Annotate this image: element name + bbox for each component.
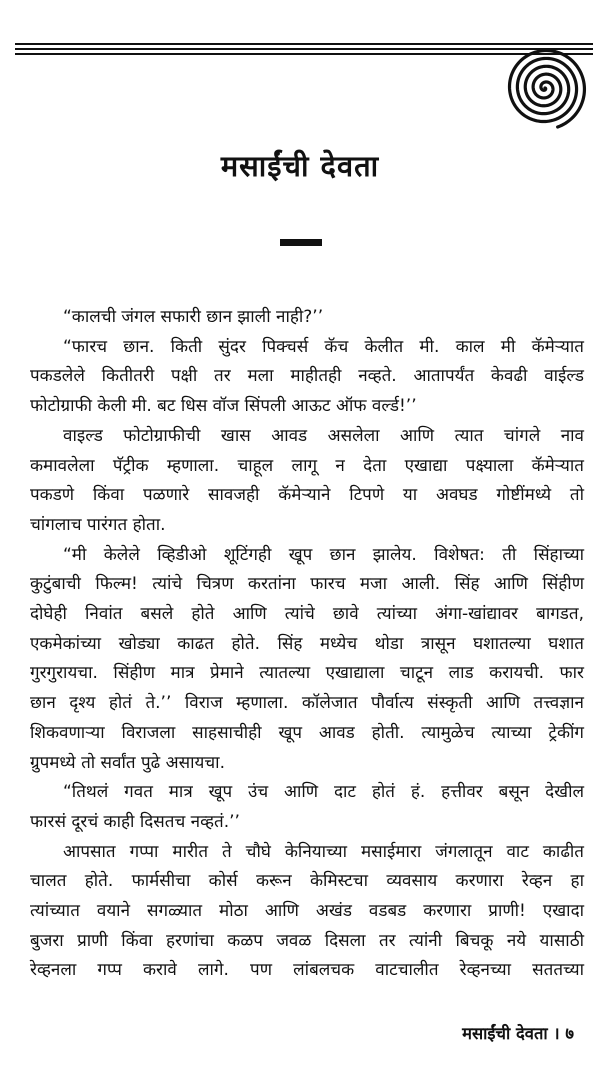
body-line: फोटोग्राफी केली मी. बट धिस वॉज सिंपली आऊट ऑफ वर्ल्ड!’’ bbox=[30, 396, 417, 417]
chapter-title: मसाईंची देवता bbox=[220, 149, 380, 183]
body-line: फारसं दूरचं काही दिसतच नव्हतं.’’ bbox=[30, 811, 240, 832]
page-number: ७ bbox=[565, 1024, 574, 1043]
body-line: “फारच छान. किती सुंदर पिक्चर्स कॅच केलीत मी. काल मी कॅमेऱ्यात bbox=[63, 336, 584, 357]
body-line: गुरगुरायचा. सिंहीण मात्र प्रेमाने त्यातल्या एखाद्याला चाटून लाड करायची. फार bbox=[30, 663, 584, 684]
chapter-body bbox=[30, 303, 584, 986]
body-line: “मी केलेले व्हिडीओ शूटिंगही खूप छान झालेय. विशेषत: ती सिंहाच्या bbox=[63, 544, 584, 565]
body-line: बुजरा प्राणी किंवा हरणांचा कळप जवळ दिसला तर त्यांनी बिचकू नये यासाठी bbox=[30, 930, 584, 951]
body-line: शिकवणाऱ्या विराजला साहसाचीही खूप आवड होती. त्यामुळेच त्याच्या ट्रेकींग bbox=[30, 722, 584, 743]
body-line: “कालची जंगल सफारी छान झाली नाही?’’ bbox=[63, 307, 324, 327]
body-line: पकडलेले कितीतरी पक्षी तर मला माहीतही नव्हते. आतापर्यंत केवढी वाईल्ड bbox=[30, 366, 584, 387]
body-line: त्यांच्यात वयाने सगळ्यात मोठा आणि अखंड वडबड करणारा प्राणी! एखादा bbox=[30, 901, 584, 922]
body-line: रेव्हनला गप्प करावे लागे. पण लांबलचक वाटचालीत रेव्हनच्या सततच्या bbox=[30, 960, 584, 981]
body-line: ग्रुपमध्ये तो सर्वांत पुढे असायचा. bbox=[30, 752, 225, 773]
body-line: वाइल्ड फोटोग्राफीची खास आवड असलेला आणि त्यात चांगले नाव bbox=[63, 425, 584, 446]
body-line: आपसात गप्पा मारीत ते चौघे केनियाच्या मसाईमारा जंगलातून वाट काढीत bbox=[63, 841, 584, 862]
spiral-ornament-icon bbox=[502, 42, 590, 132]
body-line: एकमेकांच्या खोड्या काढत होते. सिंह मध्येच थोडा त्रासून घशातल्या घशात bbox=[30, 633, 584, 654]
page-footer bbox=[462, 1021, 574, 1044]
body-line: पकडणे किंवा पळणारे सावजही कॅमेऱ्याने टिपणे या अवघड गोष्टींमध्ये तो bbox=[30, 485, 584, 506]
footer-separator: । bbox=[553, 1024, 560, 1043]
body-line: “तिथलं गवत मात्र खूप उंच आणि दाट होतं हं. हत्तीवर बसून देखील bbox=[63, 782, 584, 803]
body-line: कमावलेला पॅट्रीक म्हणाला. चाहूल लागू न देता एखाद्या पक्ष्याला कॅमेऱ्यात bbox=[30, 455, 584, 476]
body-line: छान दृश्य होतं ते.’’ विराज म्हणाला. कॉलेजात पौर्वात्य संस्कृती आणि तत्त्वज्ञान bbox=[30, 693, 584, 714]
body-line: कुटुंबाची फिल्म! त्यांचे चित्रण करतांना फारच मजा आली. सिंह आणि सिंहीण bbox=[30, 574, 584, 595]
footer-title: मसाईंची देवता bbox=[462, 1024, 548, 1043]
body-line: चालत होते. फार्मसीचा कोर्स करून केमिस्टचा व्यवसाय करणारा रेव्हन हा bbox=[30, 871, 584, 892]
body-line: चांगलाच पारंगत होता. bbox=[30, 514, 166, 535]
body-line: दोघेही निवांत बसले होते आणि त्यांचे छावे त्यांच्या अंगा-खांद्यावर बागडत, bbox=[30, 604, 584, 625]
title-divider bbox=[280, 239, 322, 246]
